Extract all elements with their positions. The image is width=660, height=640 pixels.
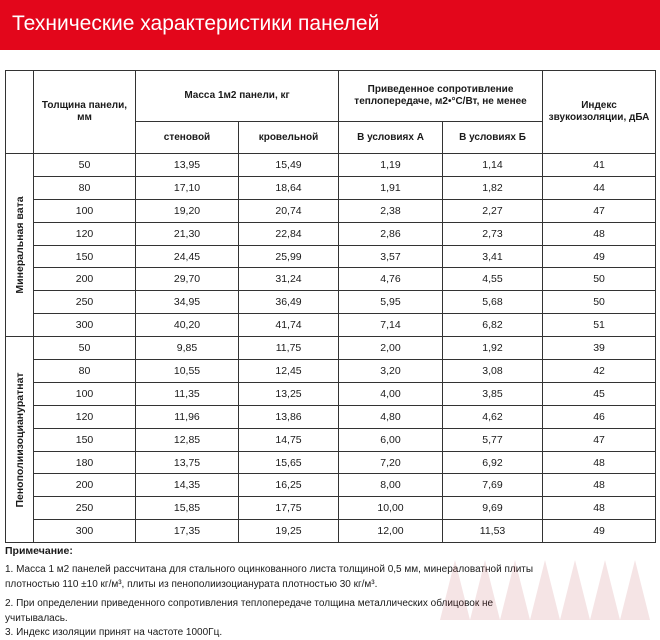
thickness-cell: 180 [34,451,136,474]
table-row [6,268,656,291]
sound-cell: 51 [543,314,656,337]
res-a-cell: 8,00 [339,474,443,497]
mass-roof-cell: 17,75 [239,497,339,520]
mass-roof-cell: 11,75 [239,337,339,360]
thickness-cell: 100 [34,382,136,405]
table-row [6,314,656,337]
sound-cell: 47 [543,199,656,222]
res-b-cell: 3,08 [443,360,543,383]
sound-cell: 48 [543,222,656,245]
res-a-cell: 1,19 [339,154,443,177]
mass-roof-cell: 19,25 [239,520,339,543]
res-a-cell: 12,00 [339,520,443,543]
res-a-cell: 7,20 [339,451,443,474]
notes-title: Примечание: [5,545,73,557]
res-b-cell: 11,53 [443,520,543,543]
watermark-triangle [440,560,470,620]
header-mass: Масса 1м2 панели, кг [136,71,339,122]
res-b-cell: 1,92 [443,337,543,360]
res-b-cell: 2,27 [443,199,543,222]
sound-cell: 42 [543,360,656,383]
table-row [6,154,656,177]
note-1: 1. Масса 1 м2 панелей рассчитана для стального оцинкованного листа толщиной 0,5 мм, минераловатной плиты плотностью 110 ±10 кг/м³, плиты из пенополиизоцианурата плотностью 30 кг/м³. [5,564,534,590]
sound-cell: 48 [543,451,656,474]
header-mass-roof: кровельной [239,122,339,154]
table-row [6,222,656,245]
thickness-cell: 120 [34,405,136,428]
sound-cell: 50 [543,291,656,314]
thickness-cell: 200 [34,474,136,497]
thickness-cell: 50 [34,337,136,360]
sound-cell: 48 [543,474,656,497]
res-a-cell: 7,14 [339,314,443,337]
res-b-cell: 6,82 [443,314,543,337]
sound-cell: 48 [543,497,656,520]
watermark-triangle [500,560,530,620]
mass-wall-cell: 14,35 [136,474,239,497]
mass-wall-cell: 17,10 [136,176,239,199]
res-a-cell: 4,80 [339,405,443,428]
thickness-cell: 300 [34,520,136,543]
res-b-cell: 4,55 [443,268,543,291]
sound-cell: 49 [543,520,656,543]
mass-wall-cell: 15,85 [136,497,239,520]
table-row [6,245,656,268]
sound-cell: 45 [543,382,656,405]
table-row [6,474,656,497]
table-row [6,520,656,543]
res-a-cell: 3,57 [339,245,443,268]
watermark-triangle [620,560,650,620]
note-2: 2. При определении приведенного сопротивления теплопередаче толщина металлических облицовок не учитывалась. [5,598,494,624]
thickness-cell: 50 [34,154,136,177]
watermark-triangle [560,560,590,620]
thickness-cell: 80 [34,176,136,199]
title-banner [0,0,660,50]
res-a-cell: 2,38 [339,199,443,222]
thickness-cell: 250 [34,497,136,520]
note-3: 3. Индекс изоляции принят на частоте 1000Гц. [5,627,223,638]
header-thickness: Толщина панели, мм [34,71,136,154]
res-a-cell: 4,00 [339,382,443,405]
thickness-cell: 100 [34,199,136,222]
mass-wall-cell: 9,85 [136,337,239,360]
mass-roof-cell: 18,64 [239,176,339,199]
sound-cell: 46 [543,405,656,428]
mass-wall-cell: 24,45 [136,245,239,268]
res-a-cell: 1,91 [339,176,443,199]
res-b-cell: 3,85 [443,382,543,405]
res-a-cell: 4,76 [339,268,443,291]
mass-roof-cell: 22,84 [239,222,339,245]
group-pir [6,337,34,543]
table-row [6,382,656,405]
mass-wall-cell: 12,85 [136,428,239,451]
group-pir-label: Пенополиизоциануратнат [13,372,26,508]
spec-table-body [6,71,656,543]
mass-wall-cell: 10,55 [136,360,239,383]
thickness-cell: 150 [34,428,136,451]
mass-roof-cell: 13,25 [239,382,339,405]
mass-roof-cell: 15,65 [239,451,339,474]
header-sound: Индекс звукоизоляции, дБА [543,71,656,154]
mass-wall-cell: 40,20 [136,314,239,337]
mass-wall-cell: 13,75 [136,451,239,474]
watermark-triangle [470,560,500,620]
header-res-b: В условиях Б [443,122,543,154]
sound-cell: 44 [543,176,656,199]
mass-wall-cell: 17,35 [136,520,239,543]
table-row [6,451,656,474]
sound-cell: 49 [543,245,656,268]
res-a-cell: 2,86 [339,222,443,245]
table-row [6,291,656,314]
mass-roof-cell: 15,49 [239,154,339,177]
spec-table [5,70,656,543]
thickness-cell: 250 [34,291,136,314]
table-row [6,428,656,451]
header-resistance: Приведенное сопротивление теплопередаче, м2•°С/Вт, не менее [339,71,543,122]
header-res-a: В условиях А [339,122,443,154]
res-a-cell: 6,00 [339,428,443,451]
mass-roof-cell: 41,74 [239,314,339,337]
thickness-cell: 300 [34,314,136,337]
watermark-triangle [590,560,620,620]
res-b-cell: 3,41 [443,245,543,268]
header-row-1 [6,71,656,122]
mass-roof-cell: 16,25 [239,474,339,497]
mass-roof-cell: 25,99 [239,245,339,268]
mass-wall-cell: 21,30 [136,222,239,245]
thickness-cell: 150 [34,245,136,268]
sound-cell: 41 [543,154,656,177]
res-a-cell: 10,00 [339,497,443,520]
thickness-cell: 200 [34,268,136,291]
sound-cell: 39 [543,337,656,360]
sound-cell: 50 [543,268,656,291]
table-row [6,405,656,428]
res-a-cell: 3,20 [339,360,443,383]
mass-roof-cell: 31,24 [239,268,339,291]
table-row [6,337,656,360]
group-mineral-wool-label: Минеральная вата [13,196,26,294]
table-row [6,199,656,222]
res-b-cell: 5,68 [443,291,543,314]
mass-roof-cell: 12,45 [239,360,339,383]
sound-cell: 47 [543,428,656,451]
watermark-triangle [530,560,560,620]
mass-roof-cell: 13,86 [239,405,339,428]
header-mass-wall: стеновой [136,122,239,154]
res-b-cell: 9,69 [443,497,543,520]
thickness-cell: 80 [34,360,136,383]
mass-wall-cell: 19,20 [136,199,239,222]
group-mineral-wool [6,154,34,337]
res-b-cell: 5,77 [443,428,543,451]
res-b-cell: 7,69 [443,474,543,497]
res-b-cell: 1,14 [443,154,543,177]
res-a-cell: 2,00 [339,337,443,360]
res-a-cell: 5,95 [339,291,443,314]
table-row [6,360,656,383]
res-b-cell: 6,92 [443,451,543,474]
mass-roof-cell: 14,75 [239,428,339,451]
res-b-cell: 1,82 [443,176,543,199]
mass-wall-cell: 11,96 [136,405,239,428]
res-b-cell: 2,73 [443,222,543,245]
page-title: Технические характеристики панелей [12,12,380,35]
mass-wall-cell: 11,35 [136,382,239,405]
thickness-cell: 120 [34,222,136,245]
mass-roof-cell: 36,49 [239,291,339,314]
watermark-pattern [420,560,660,640]
corner-cell [6,71,34,154]
table-row [6,497,656,520]
table-row [6,176,656,199]
mass-wall-cell: 29,70 [136,268,239,291]
mass-roof-cell: 20,74 [239,199,339,222]
res-b-cell: 4,62 [443,405,543,428]
mass-wall-cell: 13,95 [136,154,239,177]
mass-wall-cell: 34,95 [136,291,239,314]
